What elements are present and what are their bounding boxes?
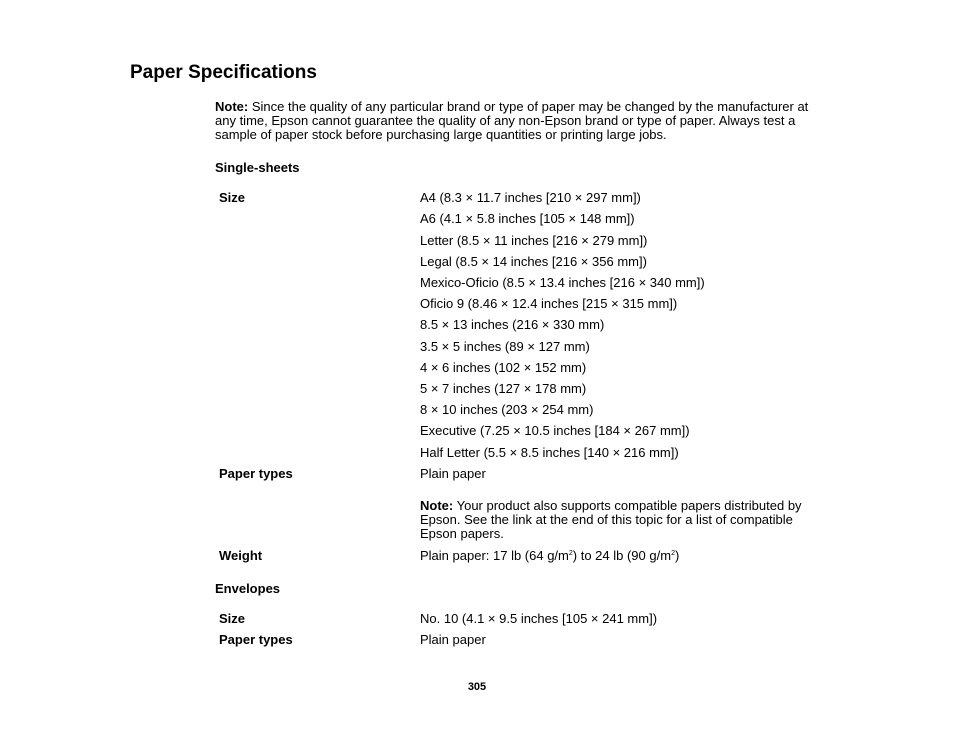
size-value: 5 × 7 inches (127 × 178 mm)	[420, 381, 587, 396]
weight-value	[420, 548, 679, 563]
size-value: Legal (8.5 × 14 inches [216 × 356 mm])	[420, 254, 647, 269]
envelope-size-label: Size	[219, 611, 246, 626]
size-value: Letter (8.5 × 11 inches [216 × 279 mm])	[420, 233, 648, 248]
size-value: Executive (7.25 × 10.5 inches [184 × 267 mm])	[420, 423, 690, 438]
size-value: 8 × 10 inches (203 × 254 mm)	[420, 402, 594, 417]
size-value: Oficio 9 (8.46 × 12.4 inches [215 × 315 mm])	[420, 296, 678, 311]
paper-types-note	[420, 499, 820, 541]
size-value: Half Letter (5.5 × 8.5 inches [140 × 216 mm])	[420, 445, 679, 460]
paper-types-value: Plain paper	[420, 466, 486, 481]
size-value: 4 × 6 inches (102 × 152 mm)	[420, 360, 587, 375]
envelope-size-value: No. 10 (4.1 × 9.5 inches [105 × 241 mm])	[420, 611, 658, 626]
superscript: 2	[568, 550, 573, 557]
size-value: 8.5 × 13 inches (216 × 330 mm)	[420, 317, 605, 332]
section-heading-single-sheets: Single-sheets	[215, 160, 300, 175]
paper-types-label: Paper types	[219, 466, 293, 481]
weight-text: Plain paper: 17 lb (64 g/m	[420, 548, 569, 563]
note-text: Since the quality of any particular brand or type of paper may be changed by the manufacturer at any time, Epson cannot guarantee the quality of any non-Epson brand or type of paper. Always test a sample of paper stock before purchasing large quantities or printing large jobs.	[215, 99, 809, 142]
size-value: Mexico-Oficio (8.5 × 13.4 inches [216 × 340 mm])	[420, 275, 705, 290]
weight-text: ) to 24 lb (90 g/m	[572, 548, 672, 563]
page-number: 305	[467, 681, 487, 693]
note-paragraph	[215, 100, 825, 142]
envelope-paper-types-value: Plain paper	[420, 632, 486, 647]
note-label: Note:	[215, 99, 249, 114]
superscript: 2	[671, 550, 675, 557]
note-label: Note:	[420, 498, 454, 513]
section-heading-envelopes: Envelopes	[215, 581, 281, 596]
size-value: A4 (8.3 × 11.7 inches [210 × 297 mm])	[420, 190, 641, 205]
page-title: Paper Specifications	[130, 62, 317, 83]
size-value: A6 (4.1 × 5.8 inches [105 × 148 mm])	[420, 211, 635, 226]
size-label: Size	[219, 190, 246, 205]
note-text: Your product also supports compatible papers distributed by Epson. See the link at the end of this topic for a list of compatible Epson papers.	[420, 498, 802, 541]
envelope-paper-types-label: Paper types	[219, 632, 293, 647]
size-value: 3.5 × 5 inches (89 × 127 mm)	[420, 339, 590, 354]
weight-label: Weight	[219, 548, 263, 563]
weight-text: )	[674, 548, 680, 563]
